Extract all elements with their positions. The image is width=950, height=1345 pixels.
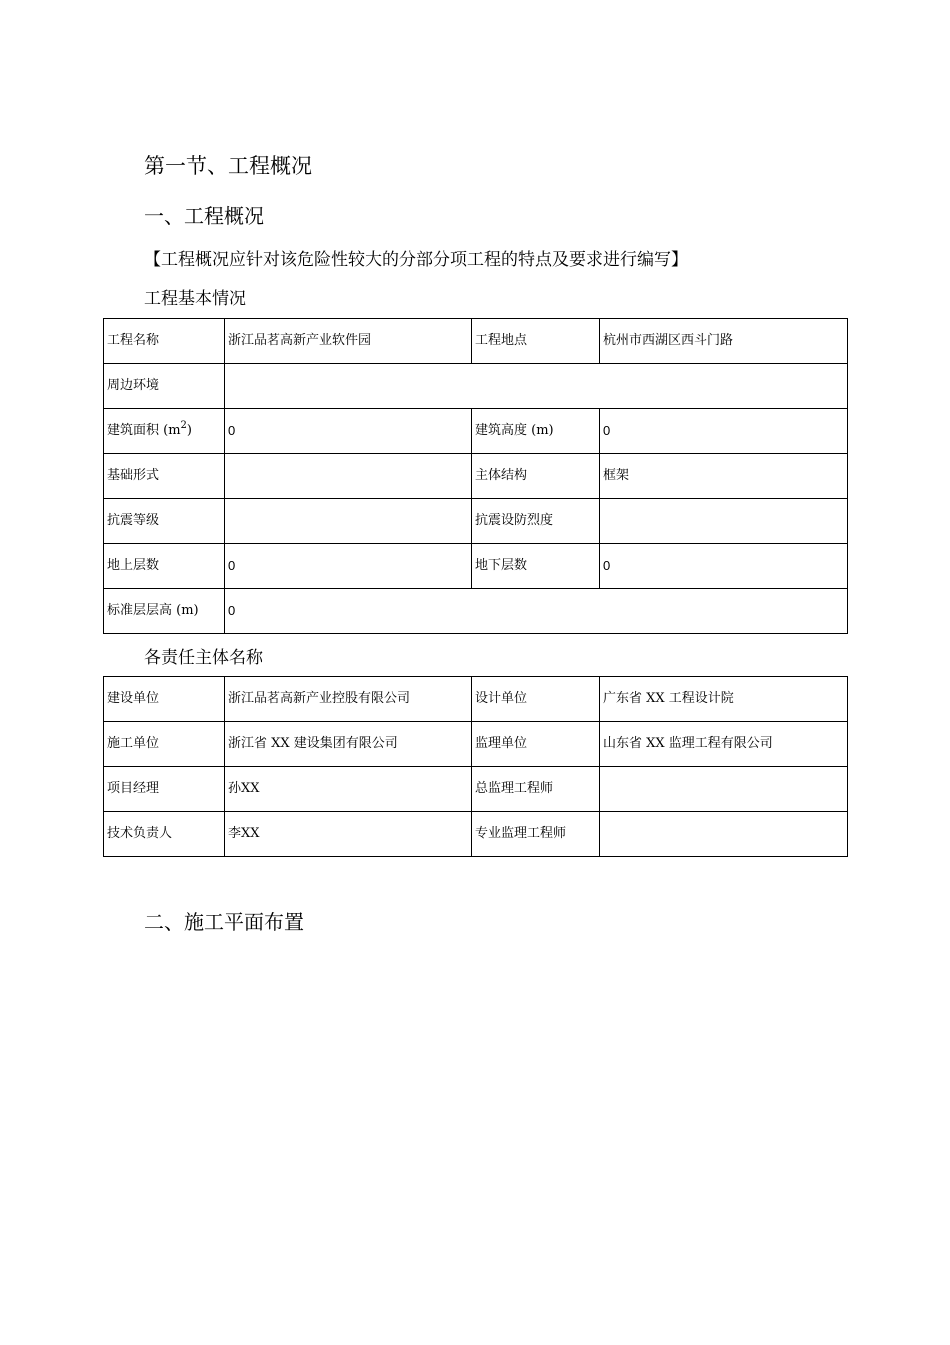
table-caption-parties: 各责任主体名称 — [144, 648, 263, 668]
table-row — [104, 544, 848, 589]
supervision-unit-value: 山东省 XX 监理工程有限公司 — [600, 722, 848, 767]
row-key: 标准层层高 (m) — [104, 589, 225, 634]
table-row — [104, 454, 848, 499]
seismic-intensity-value — [600, 499, 848, 544]
row-key — [104, 409, 225, 454]
table-row — [104, 499, 848, 544]
row-key: 工程名称 — [104, 319, 225, 364]
table-row — [104, 409, 848, 454]
technical-lead-value: 李XX — [225, 812, 472, 857]
specialist-supervisor-value — [600, 812, 848, 857]
area-label: 建筑面积 (m — [107, 423, 181, 438]
design-unit-value: 广东省 XX 工程设计院 — [600, 677, 848, 722]
row-key: 抗震等级 — [104, 499, 225, 544]
row-key: 施工单位 — [104, 722, 225, 767]
basic-info-table — [103, 318, 848, 634]
parties-table — [103, 676, 848, 857]
table-row — [104, 767, 848, 812]
row-key: 工程地点 — [472, 319, 600, 364]
row-key: 项目经理 — [104, 767, 225, 812]
row-key: 抗震设防烈度 — [472, 499, 600, 544]
subsection-title-site-layout: 二、施工平面布置 — [144, 910, 304, 934]
row-key: 技术负责人 — [104, 812, 225, 857]
main-structure-value: 框架 — [600, 454, 848, 499]
row-key: 总监理工程师 — [472, 767, 600, 812]
project-manager-value: 孙XX — [225, 767, 472, 812]
editorial-note: 【工程概况应针对该危险性较大的分部分项工程的特点及要求进行编写】 — [144, 250, 688, 270]
row-key: 设计单位 — [472, 677, 600, 722]
floors-below-value: 0 — [600, 544, 848, 589]
area-unit-exponent: 2 — [180, 420, 187, 431]
row-key: 监理单位 — [472, 722, 600, 767]
section-title: 第一节、工程概况 — [144, 154, 312, 178]
row-key: 周边环境 — [104, 364, 225, 409]
table-row — [104, 722, 848, 767]
subsection-title-overview: 一、工程概况 — [144, 204, 264, 228]
table-row — [104, 677, 848, 722]
table-row — [104, 589, 848, 634]
row-key: 地上层数 — [104, 544, 225, 589]
row-key: 专业监理工程师 — [472, 812, 600, 857]
row-key: 主体结构 — [472, 454, 600, 499]
chief-supervisor-value — [600, 767, 848, 812]
building-height-value: 0 — [600, 409, 848, 454]
row-key: 地下层数 — [472, 544, 600, 589]
floor-height-value: 0 — [225, 589, 848, 634]
construction-unit-value: 浙江省 XX 建设集团有限公司 — [225, 722, 472, 767]
row-key: 基础形式 — [104, 454, 225, 499]
row-key: 建设单位 — [104, 677, 225, 722]
seismic-grade-value — [225, 499, 472, 544]
surroundings-value — [225, 364, 848, 409]
table-row — [104, 319, 848, 364]
table-caption-basic-info: 工程基本情况 — [144, 289, 246, 309]
floors-above-value: 0 — [225, 544, 472, 589]
area-label-close: ) — [186, 423, 192, 438]
project-location-value: 杭州市西湖区西斗门路 — [600, 319, 848, 364]
building-area-value: 0 — [225, 409, 472, 454]
row-key: 建筑高度 (m) — [472, 409, 600, 454]
owner-unit-value: 浙江品茗高新产业控股有限公司 — [225, 677, 472, 722]
foundation-type-value — [225, 454, 472, 499]
project-name-value: 浙江品茗高新产业软件园 — [225, 319, 472, 364]
table-row — [104, 812, 848, 857]
table-row — [104, 364, 848, 409]
